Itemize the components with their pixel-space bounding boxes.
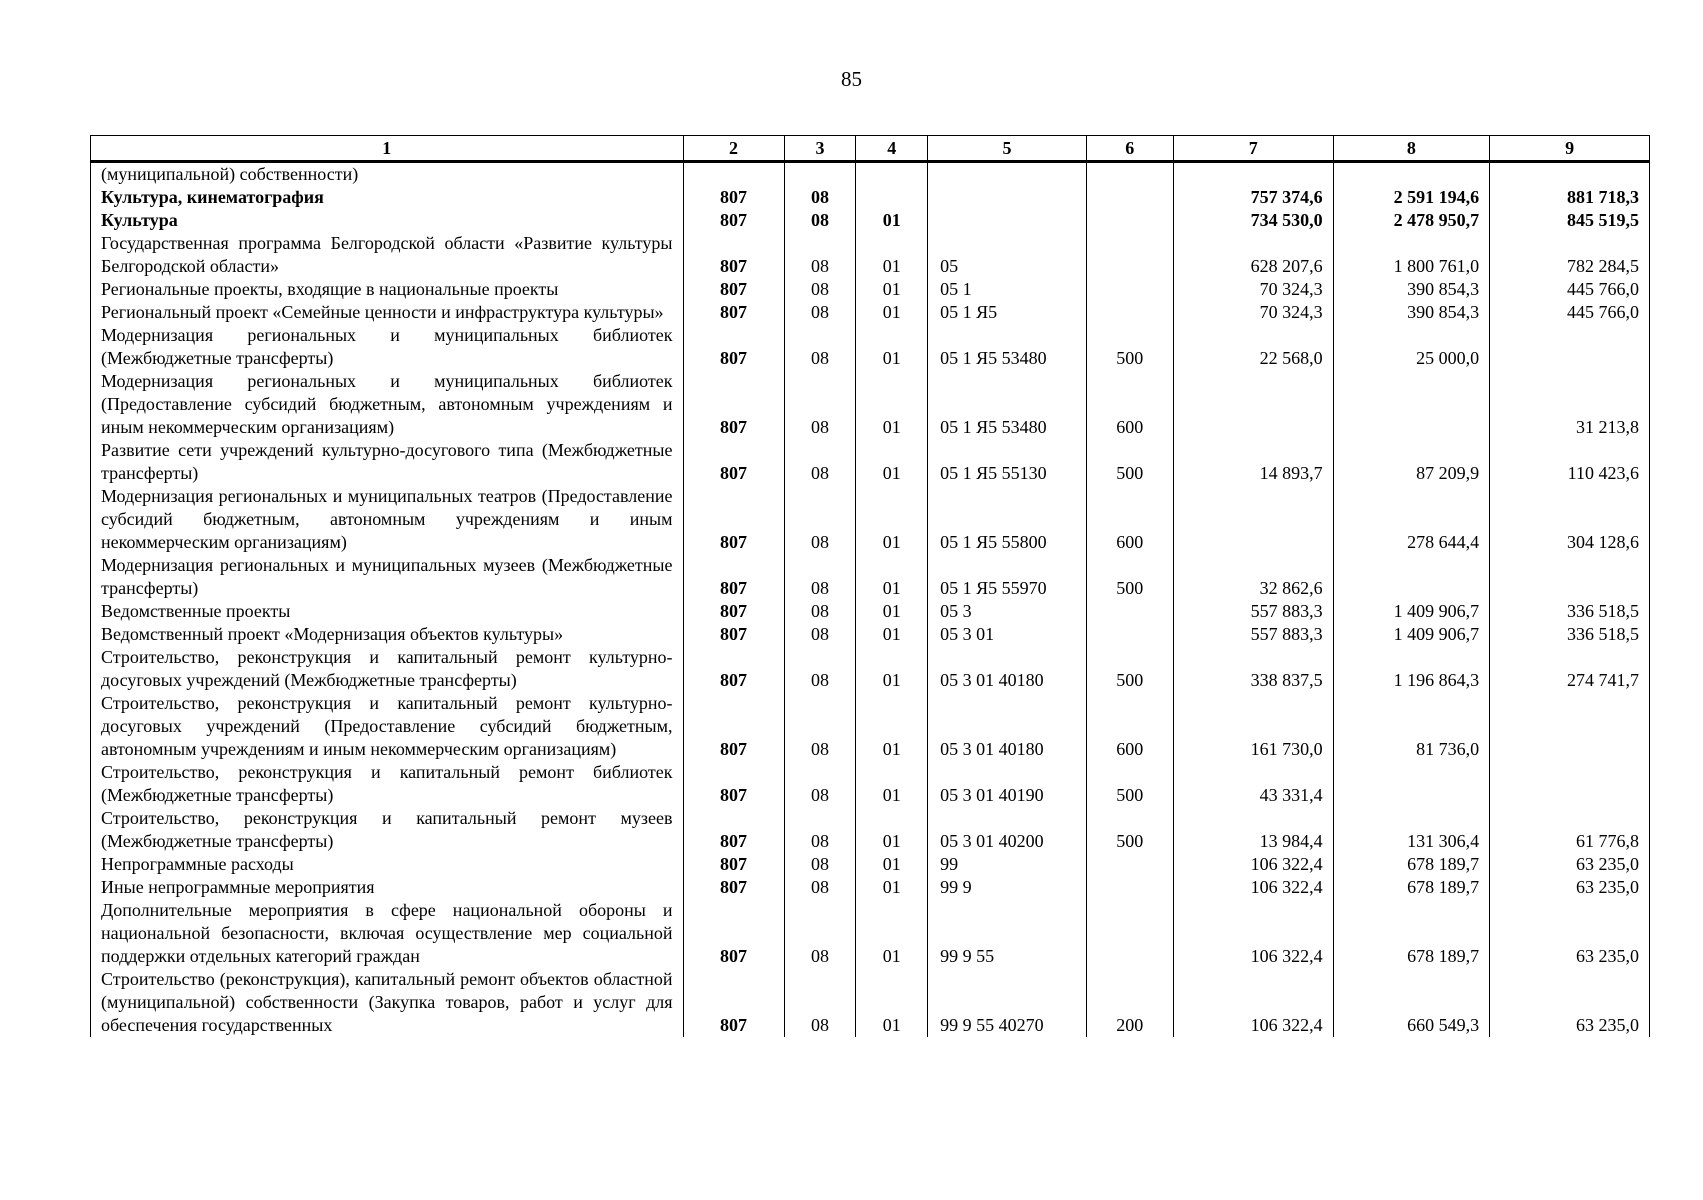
row-expense-type — [1086, 278, 1173, 301]
row-name: Региональный проект «Семейные ценности и инфраструктура культуры» — [91, 301, 684, 324]
row-name: Непрограммные расходы — [91, 853, 684, 876]
row-name: Строительство, реконструкция и капитальный ремонт библиотек (Межбюджетные трансферты) — [91, 761, 684, 807]
row-subsection: 01 — [856, 370, 928, 439]
row-expense-type: 600 — [1086, 692, 1173, 761]
row-amount-2026: 1 409 906,7 — [1333, 600, 1490, 623]
row-subsection: 01 — [856, 324, 928, 370]
row-amount-2027 — [1490, 554, 1650, 600]
row-amount-2026: 2 478 950,7 — [1333, 209, 1490, 232]
row-expense-type: 500 — [1086, 324, 1173, 370]
row-amount-2025: 338 837,5 — [1173, 646, 1333, 692]
row-target: 05 1 Я5 53480 — [928, 324, 1087, 370]
column-header: 7 — [1173, 136, 1333, 162]
row-amount-2025: 14 893,7 — [1173, 439, 1333, 485]
row-subsection: 01 — [856, 600, 928, 623]
row-section: 08 — [784, 692, 856, 761]
row-amount-2025: 628 207,6 — [1173, 232, 1333, 278]
column-header: 8 — [1333, 136, 1490, 162]
row-target: 05 3 01 40200 — [928, 807, 1087, 853]
column-header: 4 — [856, 136, 928, 162]
row-code: 807 — [683, 278, 784, 301]
column-header: 3 — [784, 136, 856, 162]
row-expense-type — [1086, 301, 1173, 324]
row-target — [928, 186, 1087, 209]
row-amount-2025 — [1173, 162, 1333, 187]
row-amount-2026: 25 000,0 — [1333, 324, 1490, 370]
row-amount-2027: 336 518,5 — [1490, 623, 1650, 646]
row-amount-2027: 782 284,5 — [1490, 232, 1650, 278]
row-section: 08 — [784, 232, 856, 278]
row-target: 05 1 Я5 55800 — [928, 485, 1087, 554]
row-target: 05 1 Я5 53480 — [928, 370, 1087, 439]
row-section: 08 — [784, 370, 856, 439]
row-section: 08 — [784, 209, 856, 232]
row-amount-2026: 81 736,0 — [1333, 692, 1490, 761]
row-section: 08 — [784, 439, 856, 485]
row-code: 807 — [683, 761, 784, 807]
row-name: Ведомственные проекты — [91, 600, 684, 623]
row-amount-2026 — [1333, 162, 1490, 187]
row-name: Модернизация региональных и муниципальных библиотек (Межбюджетные трансферты) — [91, 324, 684, 370]
column-header: 1 — [91, 136, 684, 162]
row-amount-2026 — [1333, 554, 1490, 600]
row-target: 05 1 Я5 — [928, 301, 1087, 324]
row-name: (муниципальной) собственности) — [91, 162, 684, 187]
column-header: 6 — [1086, 136, 1173, 162]
row-expense-type — [1086, 600, 1173, 623]
table-row — [91, 623, 1650, 646]
row-amount-2027: 881 718,3 — [1490, 186, 1650, 209]
row-name: Модернизация региональных и муниципальных музеев (Межбюджетные трансферты) — [91, 554, 684, 600]
row-amount-2027: 63 235,0 — [1490, 876, 1650, 899]
row-amount-2027: 61 776,8 — [1490, 807, 1650, 853]
row-code: 807 — [683, 209, 784, 232]
row-expense-type: 500 — [1086, 807, 1173, 853]
row-name: Строительство, реконструкция и капитальный ремонт культурно-досуговых учреждений (Предоставление субсидий бюджетным, автономным учреждениям и иным некоммерческим организациям) — [91, 692, 684, 761]
row-expense-type — [1086, 876, 1173, 899]
row-amount-2026 — [1333, 761, 1490, 807]
row-subsection — [856, 186, 928, 209]
row-subsection: 01 — [856, 485, 928, 554]
table-row — [91, 761, 1650, 807]
row-target: 05 1 Я5 55970 — [928, 554, 1087, 600]
row-code: 807 — [683, 232, 784, 278]
row-amount-2026: 278 644,4 — [1333, 485, 1490, 554]
row-amount-2025: 557 883,3 — [1173, 623, 1333, 646]
row-target: 99 — [928, 853, 1087, 876]
column-header: 5 — [928, 136, 1087, 162]
row-amount-2026: 1 409 906,7 — [1333, 623, 1490, 646]
row-amount-2027: 845 519,5 — [1490, 209, 1650, 232]
row-subsection: 01 — [856, 692, 928, 761]
row-amount-2027 — [1490, 692, 1650, 761]
row-amount-2026: 390 854,3 — [1333, 301, 1490, 324]
row-target — [928, 209, 1087, 232]
row-subsection: 01 — [856, 899, 928, 968]
row-target: 05 3 01 40180 — [928, 692, 1087, 761]
table-row — [91, 899, 1650, 968]
row-subsection: 01 — [856, 853, 928, 876]
row-target — [928, 162, 1087, 187]
row-code: 807 — [683, 370, 784, 439]
column-header: 2 — [683, 136, 784, 162]
row-target: 05 — [928, 232, 1087, 278]
row-subsection: 01 — [856, 232, 928, 278]
row-code: 807 — [683, 853, 784, 876]
table-row — [91, 439, 1650, 485]
row-target: 99 9 55 40270 — [928, 968, 1087, 1037]
table-row — [91, 370, 1650, 439]
row-code — [683, 162, 784, 187]
row-target: 05 1 — [928, 278, 1087, 301]
row-amount-2027: 110 423,6 — [1490, 439, 1650, 485]
row-code: 807 — [683, 186, 784, 209]
row-target: 05 3 01 40180 — [928, 646, 1087, 692]
row-amount-2026: 131 306,4 — [1333, 807, 1490, 853]
budget-table — [90, 135, 1650, 1037]
table-row — [91, 554, 1650, 600]
row-section: 08 — [784, 186, 856, 209]
table-row — [91, 301, 1650, 324]
row-amount-2025: 22 568,0 — [1173, 324, 1333, 370]
table-row — [91, 324, 1650, 370]
row-name: Строительство, реконструкция и капитальный ремонт культурно-досуговых учреждений (Межбюджетные трансферты) — [91, 646, 684, 692]
row-subsection: 01 — [856, 209, 928, 232]
row-amount-2026: 2 591 194,6 — [1333, 186, 1490, 209]
row-expense-type — [1086, 186, 1173, 209]
row-section — [784, 162, 856, 187]
table-row — [91, 853, 1650, 876]
row-section: 08 — [784, 807, 856, 853]
row-subsection: 01 — [856, 761, 928, 807]
row-section: 08 — [784, 853, 856, 876]
row-amount-2025: 70 324,3 — [1173, 301, 1333, 324]
row-expense-type — [1086, 899, 1173, 968]
row-expense-type — [1086, 623, 1173, 646]
row-amount-2025: 43 331,4 — [1173, 761, 1333, 807]
row-subsection: 01 — [856, 623, 928, 646]
row-target: 05 3 01 — [928, 623, 1087, 646]
table-row — [91, 807, 1650, 853]
row-amount-2025: 106 322,4 — [1173, 899, 1333, 968]
row-name: Региональные проекты, входящие в национальные проекты — [91, 278, 684, 301]
table-row — [91, 646, 1650, 692]
row-name: Культура, кинематография — [91, 186, 684, 209]
row-amount-2027: 445 766,0 — [1490, 301, 1650, 324]
row-section: 08 — [784, 968, 856, 1037]
row-name: Дополнительные мероприятия в сфере национальной обороны и национальной безопасности, включая осуществление мер социальной поддержки отдельных категорий граждан — [91, 899, 684, 968]
row-code: 807 — [683, 876, 784, 899]
table-row — [91, 186, 1650, 209]
row-amount-2026: 678 189,7 — [1333, 876, 1490, 899]
row-amount-2025 — [1173, 485, 1333, 554]
row-amount-2027 — [1490, 162, 1650, 187]
row-amount-2025: 557 883,3 — [1173, 600, 1333, 623]
row-expense-type: 500 — [1086, 761, 1173, 807]
row-code: 807 — [683, 623, 784, 646]
row-code: 807 — [683, 301, 784, 324]
row-name: Культура — [91, 209, 684, 232]
row-expense-type — [1086, 853, 1173, 876]
table-row — [91, 876, 1650, 899]
row-amount-2026: 87 209,9 — [1333, 439, 1490, 485]
row-name: Строительство, реконструкция и капитальный ремонт музеев (Межбюджетные трансферты) — [91, 807, 684, 853]
row-expense-type: 500 — [1086, 439, 1173, 485]
row-amount-2027: 274 741,7 — [1490, 646, 1650, 692]
table-row — [91, 162, 1650, 187]
row-expense-type: 200 — [1086, 968, 1173, 1037]
row-code: 807 — [683, 807, 784, 853]
row-code: 807 — [683, 439, 784, 485]
row-amount-2025: 757 374,6 — [1173, 186, 1333, 209]
row-subsection: 01 — [856, 278, 928, 301]
row-amount-2027: 31 213,8 — [1490, 370, 1650, 439]
row-name: Ведомственный проект «Модернизация объектов культуры» — [91, 623, 684, 646]
row-code: 807 — [683, 600, 784, 623]
row-subsection: 01 — [856, 646, 928, 692]
row-amount-2027: 63 235,0 — [1490, 853, 1650, 876]
page-number: 85 — [841, 67, 862, 91]
row-section: 08 — [784, 876, 856, 899]
row-amount-2026: 660 549,3 — [1333, 968, 1490, 1037]
row-amount-2025: 13 984,4 — [1173, 807, 1333, 853]
row-name: Развитие сети учреждений культурно-досугового типа (Межбюджетные трансферты) — [91, 439, 684, 485]
row-amount-2025 — [1173, 370, 1333, 439]
row-subsection: 01 — [856, 554, 928, 600]
row-target: 05 3 — [928, 600, 1087, 623]
row-section: 08 — [784, 554, 856, 600]
table-row — [91, 485, 1650, 554]
row-section: 08 — [784, 324, 856, 370]
row-code: 807 — [683, 646, 784, 692]
row-name: Модернизация региональных и муниципальных библиотек (Предоставление субсидий бюджетным, автономным учреждениям и иным некоммерческим организациям) — [91, 370, 684, 439]
header-row — [91, 136, 1650, 162]
row-subsection: 01 — [856, 968, 928, 1037]
row-amount-2026: 390 854,3 — [1333, 278, 1490, 301]
row-amount-2025: 161 730,0 — [1173, 692, 1333, 761]
row-section: 08 — [784, 600, 856, 623]
row-code: 807 — [683, 554, 784, 600]
row-code: 807 — [683, 899, 784, 968]
row-expense-type: 500 — [1086, 554, 1173, 600]
row-section: 08 — [784, 761, 856, 807]
row-subsection — [856, 162, 928, 187]
row-section: 08 — [784, 646, 856, 692]
row-section: 08 — [784, 623, 856, 646]
table-row — [91, 278, 1650, 301]
row-section: 08 — [784, 485, 856, 554]
row-subsection: 01 — [856, 876, 928, 899]
table-row — [91, 209, 1650, 232]
row-amount-2027: 63 235,0 — [1490, 899, 1650, 968]
row-amount-2026: 678 189,7 — [1333, 853, 1490, 876]
row-expense-type: 600 — [1086, 370, 1173, 439]
row-name: Государственная программа Белгородской области «Развитие культуры Белгородской области» — [91, 232, 684, 278]
row-section: 08 — [784, 899, 856, 968]
table-row — [91, 600, 1650, 623]
row-amount-2026: 678 189,7 — [1333, 899, 1490, 968]
row-expense-type — [1086, 232, 1173, 278]
row-amount-2025: 106 322,4 — [1173, 968, 1333, 1037]
row-code: 807 — [683, 968, 784, 1037]
row-subsection: 01 — [856, 439, 928, 485]
row-section: 08 — [784, 278, 856, 301]
column-header: 9 — [1490, 136, 1650, 162]
row-target: 05 3 01 40190 — [928, 761, 1087, 807]
table-row — [91, 692, 1650, 761]
row-code: 807 — [683, 692, 784, 761]
row-expense-type — [1086, 209, 1173, 232]
row-code: 807 — [683, 485, 784, 554]
row-expense-type — [1086, 162, 1173, 187]
table-body — [91, 162, 1650, 1038]
row-target: 05 1 Я5 55130 — [928, 439, 1087, 485]
row-section: 08 — [784, 301, 856, 324]
row-amount-2025: 106 322,4 — [1173, 876, 1333, 899]
row-expense-type: 600 — [1086, 485, 1173, 554]
row-amount-2026 — [1333, 370, 1490, 439]
row-name: Модернизация региональных и муниципальных театров (Предоставление субсидий бюджетным, автономным учреждениям и иным некоммерческим организациям) — [91, 485, 684, 554]
row-subsection: 01 — [856, 807, 928, 853]
row-amount-2027: 304 128,6 — [1490, 485, 1650, 554]
row-subsection: 01 — [856, 301, 928, 324]
row-target: 99 9 — [928, 876, 1087, 899]
row-expense-type: 500 — [1086, 646, 1173, 692]
row-name: Строительство (реконструкция), капитальный ремонт объектов областной (муниципальной) собственности (Закупка товаров, работ и услуг для обеспечения государственных — [91, 968, 684, 1037]
row-amount-2025: 32 862,6 — [1173, 554, 1333, 600]
row-amount-2025: 70 324,3 — [1173, 278, 1333, 301]
table-row — [91, 232, 1650, 278]
table-row — [91, 968, 1650, 1037]
row-amount-2026: 1 800 761,0 — [1333, 232, 1490, 278]
row-amount-2026: 1 196 864,3 — [1333, 646, 1490, 692]
row-amount-2027: 445 766,0 — [1490, 278, 1650, 301]
row-amount-2027: 336 518,5 — [1490, 600, 1650, 623]
row-name: Иные непрограммные мероприятия — [91, 876, 684, 899]
row-target: 99 9 55 — [928, 899, 1087, 968]
row-code: 807 — [683, 324, 784, 370]
row-amount-2027 — [1490, 761, 1650, 807]
row-amount-2027 — [1490, 324, 1650, 370]
row-amount-2025: 106 322,4 — [1173, 853, 1333, 876]
row-amount-2025: 734 530,0 — [1173, 209, 1333, 232]
row-amount-2027: 63 235,0 — [1490, 968, 1650, 1037]
